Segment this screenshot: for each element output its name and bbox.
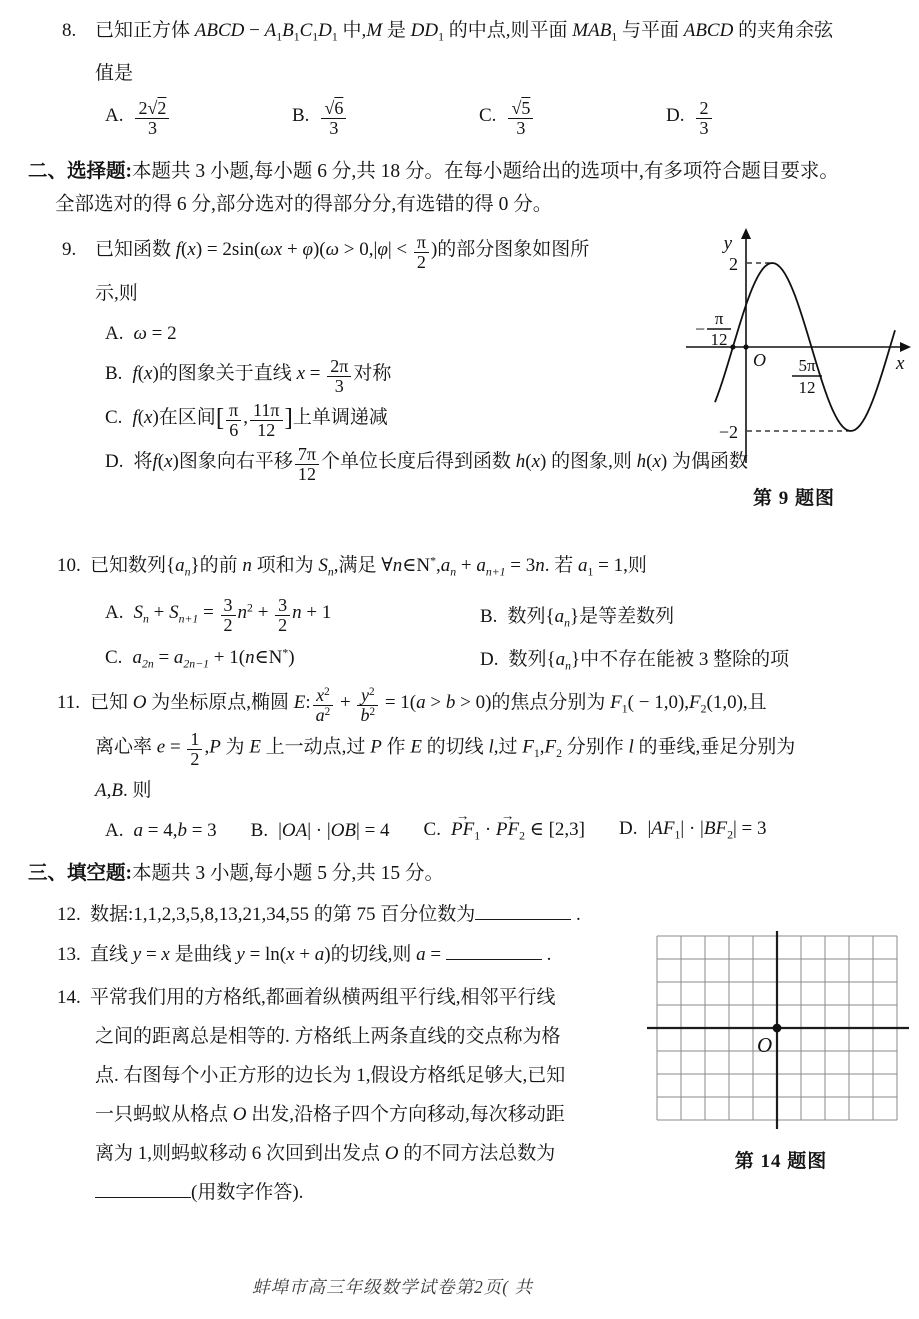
question-9 bbox=[0, 233, 919, 533]
q11-stem-line1: 11. 已知 O 为坐标原点,椭圆 E: $\frac{x^2}{a^2}$ + $\frac{y^2}{b^2}$ = 1(a > b > 0)的焦点分别为 $F_1( - 1,0),F_2(1,0)$,且 bbox=[57, 684, 767, 726]
zero-crossing-dot bbox=[730, 344, 735, 349]
grid-origin-dot bbox=[773, 1024, 782, 1033]
section-3-instructions: 本题共 3 小题,每小题 5 分,共 15 分。 bbox=[132, 863, 445, 885]
q9-option-b: B. f(x)的图象关于直线 x = $\frac{2\pi}{3}$ 对称 bbox=[105, 355, 392, 397]
q14-figure bbox=[647, 928, 915, 1173]
fraction: $\frac{3}{2}$ bbox=[221, 596, 236, 636]
q14-line-6: (用数字作答). bbox=[0, 1173, 919, 1212]
q12-number: 12. bbox=[57, 904, 81, 926]
origin-label: O bbox=[753, 349, 766, 370]
fraction: $\frac{√5}{3}$ bbox=[508, 99, 533, 139]
q10-stem: 10. 已知数列$\{a_n\}$的前 n 项和为 $S_n$,满足 $\forall n\in N^*,a_n + a_{n+1} = 3n$. 若 $a_1 = 1$,则 bbox=[0, 547, 919, 588]
question-13: 13. 直线 y = x 是曲线 y = ln(x + a)的切线,则 a = . bbox=[0, 940, 919, 970]
q8-option-c: C. $\frac{√5}{3}$ bbox=[479, 99, 666, 139]
q8-number: 8. bbox=[62, 20, 77, 41]
answer-blank bbox=[475, 901, 571, 920]
q11-option-c: C. PF $\to_1$ · PF $\to_2$ ∈ [2,3] bbox=[424, 818, 585, 844]
q9-figure bbox=[675, 225, 913, 510]
section-3-title: 三、填空题: bbox=[28, 863, 132, 885]
fraction: $\frac{\pi}{2}$ bbox=[414, 233, 429, 273]
x-neg-num: π bbox=[714, 308, 724, 328]
q14-line-3: 点. 右图每个小正方形的边长为 1,假设方格纸足够大,已知 bbox=[95, 1065, 566, 1087]
answer-blank bbox=[95, 1179, 191, 1198]
q10-option-a: A. $S_n + S_{n+1}$ = $\frac{3}{2}$ $n^2$ + $\frac{3}{2}$ n + 1 bbox=[105, 594, 332, 636]
fraction: $\frac{√6}{3}$ bbox=[321, 99, 346, 139]
section-2-header bbox=[0, 155, 919, 221]
x-axis-arrow bbox=[900, 342, 911, 352]
y-axis-label: y bbox=[723, 232, 732, 254]
q11-option-a: A. a = 4,b = 3 bbox=[105, 819, 217, 841]
q8-option-d: D. $\frac{2}{3}$ bbox=[666, 99, 714, 139]
q10-option-c: C. $a_{2n} = a_{2n-1}$ + 1(n∈N*) bbox=[105, 646, 295, 671]
section-2-instructions-1: 本题共 3 小题,每小题 6 分,共 18 分。在每小题给出的选项中,有多项符合题目要求。 bbox=[132, 160, 839, 182]
q8-option-a: A. $\frac{2√2}{3}$ bbox=[105, 99, 292, 139]
answer-blank bbox=[446, 941, 542, 960]
q8-options bbox=[0, 99, 919, 139]
q9-number: 9. bbox=[62, 239, 77, 261]
q14-number: 14. bbox=[57, 987, 81, 1009]
section-2-title: 二、选择题: bbox=[28, 160, 132, 182]
page-footer: 蚌埠市高三年级数学试卷第2页( 共 bbox=[252, 1277, 533, 1297]
q9-figure-caption: 第 9 题图 bbox=[752, 487, 835, 509]
q9-option-a: A. ω = 2 bbox=[105, 322, 177, 344]
origin-dot bbox=[743, 344, 748, 349]
q14-figure-caption: 第 14 题图 bbox=[734, 1151, 828, 1173]
q8-option-b: B. $\frac{√6}{3}$ bbox=[292, 99, 479, 139]
grid-origin-label: O bbox=[757, 1033, 773, 1058]
question-11 bbox=[0, 686, 919, 844]
q10-options-row2 bbox=[0, 644, 919, 674]
q13-q14-block bbox=[0, 940, 919, 1212]
q13-number: 13. bbox=[57, 944, 81, 966]
question-8 bbox=[0, 16, 919, 139]
fraction: $\frac{11\pi}{12}$ bbox=[250, 401, 282, 441]
q9-stem-line2: 示,则 bbox=[95, 282, 138, 304]
y-axis-arrow bbox=[741, 228, 751, 239]
fraction: $\frac{2\pi}{3}$ bbox=[327, 357, 351, 397]
q10-number: 10. bbox=[57, 555, 81, 577]
grid-figure bbox=[647, 928, 915, 1138]
section-3-header bbox=[0, 857, 919, 890]
q11-options bbox=[0, 818, 919, 844]
question-12: 12. 数据:1,1,2,3,5,8,13,21,34,55 的第 75 百分位数为 . bbox=[0, 900, 919, 930]
q10-option-d: D. 数列$\{a_n\}$中不存在能被 3 整除的项 bbox=[480, 648, 790, 673]
q8-stem-text: 已知正方体 ABCD − $A_1B_1C_1D_1$ 中,M 是 $DD_1$ 的中点,则平面 $MAB_1$ 与平面 ABCD 的夹角余弦 bbox=[95, 20, 834, 44]
x-neg-den: 12 bbox=[710, 329, 728, 349]
x-pos-den: 12 bbox=[798, 377, 816, 397]
q14-line-5: 离为 1,则蚂蚁移动 6 次回到出发点 O 的不同方法总数为 bbox=[95, 1143, 556, 1165]
fraction: $\frac{y^2}{b^2}$ bbox=[357, 686, 378, 726]
q10-options-row1 bbox=[0, 596, 919, 636]
q14-line-4: 一只蚂蚁从格点 O 出发,沿格子四个方向移动,每次移动距 bbox=[95, 1104, 565, 1126]
q9-option-c: C. f(x)在区间[ $\frac{\pi}{6}$ , $\frac{11\pi}{12}$ ]上单调递减 bbox=[105, 399, 388, 441]
x-neg-minus: − bbox=[695, 318, 706, 339]
q9-option-d: D. 将f(x)图象向右平移 $\frac{7\pi}{12}$ 个单位长度后得到函数 h(x) 的图象,则 h(x) 为偶函数 bbox=[105, 443, 748, 485]
q8-stem-line1 bbox=[0, 16, 919, 53]
q11-number: 11. bbox=[57, 692, 81, 714]
q8-stem-line2: 值是 bbox=[95, 62, 134, 84]
q14-line-1: 14. 平常我们用的方格纸,都画着纵横两组平行线,相邻平行线 bbox=[0, 978, 717, 1017]
q11-option-d: D. $|AF_1| \cdot |BF_2| = 3$ bbox=[619, 818, 767, 842]
fraction: $\frac{1}{2}$ bbox=[187, 730, 202, 770]
q11-stem-line2: 离心率 e = $\frac{1}{2}$ ,P 为 E 上一动点,过 P 作 E 的切线 l,过 $F_1,F_2$ 分别作 l 的垂线,垂足分别为 bbox=[95, 728, 796, 770]
fraction: $\frac{x^2}{a^2}$ bbox=[313, 686, 334, 726]
q11-stem-line3: A,B. 则 bbox=[95, 779, 152, 801]
fraction: $\frac{3}{2}$ bbox=[275, 596, 290, 636]
x-axis-label: x bbox=[896, 352, 905, 374]
fraction: $\frac{2}{3}$ bbox=[696, 99, 711, 139]
x-pos-num: 5π bbox=[798, 355, 816, 375]
q11-option-b: B. |OA| · |OB| = 4 bbox=[250, 819, 390, 841]
q9-stem-line1: 9. 已知函数 f(x) = 2sin(ωx + φ)(ω > 0,|φ| < $\frac{\pi}{2}$ )的部分图象如图所 bbox=[62, 231, 590, 273]
fraction: $\frac{\pi}{6}$ bbox=[226, 401, 241, 441]
y-min-label: −2 bbox=[718, 421, 738, 442]
y-max-label: 2 bbox=[729, 253, 738, 274]
fraction: $\frac{7\pi}{12}$ bbox=[295, 445, 319, 485]
fraction: $\frac{2√2}{3}$ bbox=[135, 99, 169, 139]
question-10 bbox=[0, 547, 919, 674]
sine-graph bbox=[676, 225, 912, 475]
q10-option-b: B. 数列$\{a_n\}$是等差数列 bbox=[480, 605, 675, 630]
section-2-instructions-2: 全部选对的得 6 分,部分选对的得部分分,有选错的得 0 分。 bbox=[55, 193, 553, 215]
q14-line-2: 之间的距离总是相等的. 方格纸上两条直线的交点称为格 bbox=[95, 1026, 561, 1048]
